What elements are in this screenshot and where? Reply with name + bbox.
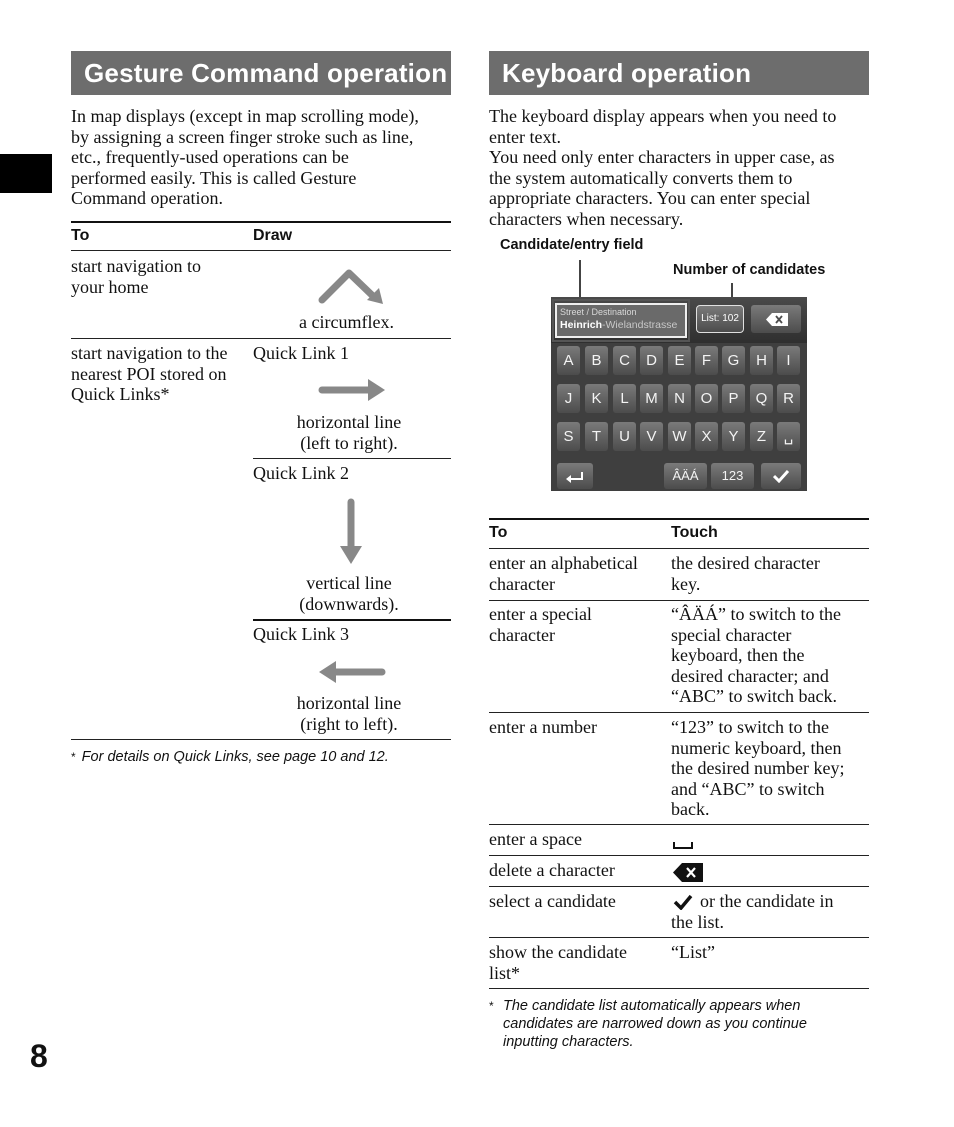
key-w[interactable]: W <box>668 422 691 451</box>
ql2-rule <box>253 619 451 621</box>
kb-row3-to: enter a number <box>489 717 597 737</box>
keyboard-footnote: * The candidate list automatically appears when candidates are narrowed down as you continue inputting characters. <box>489 998 807 1050</box>
key-x[interactable]: X <box>695 422 718 451</box>
entry-field-value: Heinrich-Wielandstrasse <box>560 319 678 331</box>
down-arrow-gesture-icon <box>338 498 364 566</box>
back-key[interactable] <box>557 463 593 489</box>
quicklink2-caption: vertical line (downwards). <box>299 573 399 614</box>
key-v[interactable]: V <box>640 422 663 451</box>
ql1-rule <box>253 458 451 459</box>
key-y[interactable]: Y <box>722 422 745 451</box>
key-j[interactable]: J <box>557 384 580 413</box>
entry-field-label: Street / Destination <box>560 307 637 317</box>
delete-icon <box>673 863 703 882</box>
gesture-section-heading: Gesture Command operation <box>71 51 451 95</box>
kb-row4-to: enter a space <box>489 829 582 849</box>
key-g[interactable]: G <box>722 346 745 375</box>
key-u[interactable]: U <box>613 422 636 451</box>
quicklink2-title: Quick Link 2 <box>253 463 349 483</box>
right-arrow-gesture-icon <box>318 377 388 403</box>
header-rule <box>71 250 451 251</box>
row-home-to: start navigation to your home <box>71 256 201 297</box>
kb-row6-to: select a candidate <box>489 891 616 911</box>
circumflex-gesture-icon <box>315 264 387 308</box>
key-q[interactable]: Q <box>750 384 773 413</box>
left-arrow-gesture-icon <box>316 659 386 685</box>
key-b[interactable]: B <box>585 346 608 375</box>
key-c[interactable]: C <box>613 346 636 375</box>
quicklink3-caption: horizontal line (right to left). <box>296 693 402 734</box>
special-char-key[interactable]: ÂÄÁ <box>664 463 707 489</box>
entry-field-callout-frame <box>552 299 690 342</box>
kb-header-rule <box>489 548 869 549</box>
kb-col-header-to: To <box>489 524 508 541</box>
kb-row5-to: delete a character <box>489 860 615 880</box>
kb-row7-to: show the candidate list* <box>489 942 627 983</box>
list-button[interactable]: List: 102 <box>696 305 744 333</box>
kb-row1-rule <box>489 600 869 601</box>
key-s[interactable]: S <box>557 422 580 451</box>
kb-row4-rule <box>489 855 869 856</box>
key-e[interactable]: E <box>668 346 691 375</box>
key-p[interactable]: P <box>722 384 745 413</box>
key-l[interactable]: L <box>613 384 636 413</box>
kb-row1-to: enter an alphabetical character <box>489 553 638 594</box>
quicklink1-caption: horizontal line (left to right). <box>296 412 402 453</box>
quicklink3-title: Quick Link 3 <box>253 624 349 644</box>
backspace-key[interactable] <box>751 305 801 333</box>
space-icon <box>673 840 693 850</box>
kb-row6-rule <box>489 937 869 938</box>
quicklink1-title: Quick Link 1 <box>253 343 349 363</box>
kb-row1-touch: the desired character key. <box>671 553 820 594</box>
key-n[interactable]: N <box>668 384 691 413</box>
keyboard-section-heading: Keyboard operation <box>489 51 869 95</box>
backspace-icon <box>766 313 788 326</box>
col-header-to: To <box>71 227 90 244</box>
kb-row2-rule <box>489 712 869 713</box>
key-h[interactable]: H <box>750 346 773 375</box>
key-a[interactable]: A <box>557 346 580 375</box>
chapter-tab <box>0 154 52 193</box>
key-i[interactable]: I <box>777 346 800 375</box>
kb-row6-touch: or the candidate in the list. <box>671 891 834 932</box>
col-header-draw: Draw <box>253 227 293 244</box>
key-m[interactable]: M <box>640 384 663 413</box>
table-top-rule <box>71 221 451 223</box>
number-key[interactable]: 123 <box>711 463 754 489</box>
kb-row3-touch: “123” to switch to the numeric keyboard, then the desired number key; and “ABC” to switch back. <box>671 717 845 819</box>
row1-rule <box>71 338 451 339</box>
check-icon <box>773 469 789 483</box>
key-z[interactable]: Z <box>750 422 773 451</box>
key-d[interactable]: D <box>640 346 663 375</box>
callout-line-entry <box>579 260 581 299</box>
kb-table-top-rule <box>489 518 869 520</box>
kb-row7-touch: “List” <box>671 942 715 962</box>
key-r[interactable]: R <box>777 384 800 413</box>
callout-entry-field: Candidate/entry field <box>500 237 644 253</box>
key-o[interactable]: O <box>695 384 718 413</box>
key-space[interactable]: ␣ <box>777 422 800 451</box>
gesture-footnote: * For details on Quick Links, see page 10 and 12. <box>71 749 389 765</box>
key-f[interactable]: F <box>695 346 718 375</box>
circumflex-caption: a circumflex. <box>299 312 394 332</box>
kb-row3-rule <box>489 824 869 825</box>
key-k[interactable]: K <box>585 384 608 413</box>
gesture-table-bottom-rule <box>71 739 451 740</box>
key-t[interactable]: T <box>585 422 608 451</box>
kb-row5-rule <box>489 886 869 887</box>
kb-row2-touch: “ÂÄÁ” to switch to the special character keyboard, then the desired character; and “ABC” to switch back. <box>671 604 841 706</box>
kb-col-header-touch: Touch <box>671 524 718 541</box>
ok-key[interactable] <box>761 463 801 489</box>
kb-table-bottom-rule <box>489 988 869 989</box>
kb-row2-to: enter a special character <box>489 604 592 645</box>
keyboard-intro: The keyboard display appears when you need to enter text. You need only enter characters in upper case, as the system automatically converts them to appropriate characters. You can enter special characters when necessary. <box>489 106 837 229</box>
page-number: 8 <box>30 1038 48 1074</box>
callout-number-of-candidates: Number of candidates <box>673 262 826 278</box>
row-poi-to: start navigation to the nearest POI stored on Quick Links* <box>71 343 228 404</box>
gesture-intro: In map displays (except in map scrolling mode), by assigning a screen finger stroke such as line, etc., frequently-used operations can be performed easily. This is called Gesture Command operation. <box>71 106 419 208</box>
return-icon <box>566 469 584 483</box>
